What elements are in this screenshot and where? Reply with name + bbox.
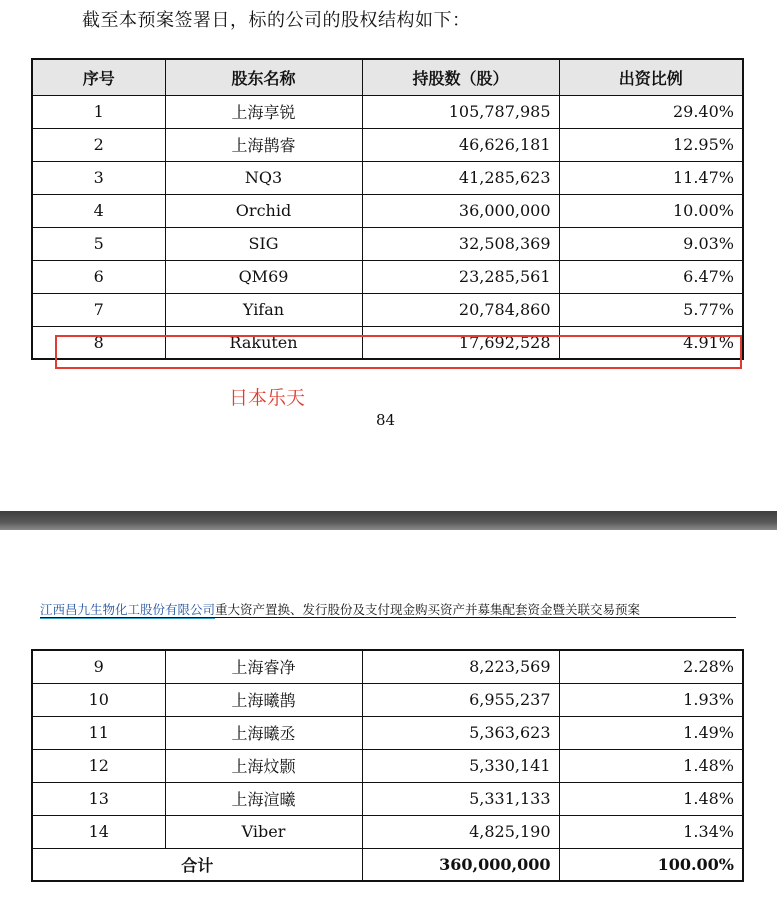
cell-shareholder-name: 上海曦鹊: [165, 683, 362, 716]
cell-contribution-ratio: 1.48%: [559, 749, 743, 782]
cell-shares-held: 5,330,141: [362, 749, 559, 782]
cell-contribution-ratio: 11.47%: [559, 161, 743, 194]
cell-contribution-ratio: 1.34%: [559, 815, 743, 848]
table-row: [32, 716, 743, 749]
running-header-title: 重大资产置换、发行股份及支付现金购买资产并募集配套资金暨关联交易预案: [215, 602, 641, 617]
running-header: [40, 600, 640, 618]
cell-serial-no: 9: [32, 650, 165, 683]
cell-contribution-ratio: 5.77%: [559, 293, 743, 326]
table-row: [32, 782, 743, 815]
total-label: 合计: [32, 848, 362, 881]
table-row: [32, 227, 743, 260]
cell-shares-held: 105,787,985: [362, 95, 559, 128]
cell-shareholder-name: Rakuten: [165, 326, 362, 359]
cell-contribution-ratio: 10.00%: [559, 194, 743, 227]
cell-shares-held: 46,626,181: [362, 128, 559, 161]
intro-text: 截至本预案签署日，标的公司的股权结构如下：: [82, 10, 471, 31]
cell-serial-no: 3: [32, 161, 165, 194]
cell-contribution-ratio: 2.28%: [559, 650, 743, 683]
cell-contribution-ratio: 12.95%: [559, 128, 743, 161]
cell-shareholder-name: SIG: [165, 227, 362, 260]
cell-shareholder-name: Yifan: [165, 293, 362, 326]
header-rule: [40, 617, 736, 618]
cell-contribution-ratio: 4.91%: [559, 326, 743, 359]
table-row: [32, 326, 743, 359]
header-serial-no: 序号: [32, 59, 165, 95]
table-row: [32, 749, 743, 782]
cell-shares-held: 5,363,623: [362, 716, 559, 749]
cell-shares-held: 32,508,369: [362, 227, 559, 260]
cell-serial-no: 6: [32, 260, 165, 293]
table-row: [32, 95, 743, 128]
table-header-row: [32, 59, 743, 95]
header-shares-held: 持股数（股）: [362, 59, 559, 95]
cell-serial-no: 8: [32, 326, 165, 359]
running-header-company: 江西昌九生物化工股份有限公司: [40, 602, 216, 617]
cell-serial-no: 1: [32, 95, 165, 128]
table-row: [32, 683, 743, 716]
cell-serial-no: 4: [32, 194, 165, 227]
cell-shares-held: 23,285,561: [362, 260, 559, 293]
table-row: [32, 260, 743, 293]
cell-serial-no: 7: [32, 293, 165, 326]
cell-shareholder-name: 上海渲曦: [165, 782, 362, 815]
table-row: [32, 815, 743, 848]
table-row: [32, 194, 743, 227]
rakuten-annotation: 日本乐天: [229, 387, 306, 409]
cell-shareholder-name: 上海享锐: [165, 95, 362, 128]
total-row: [32, 848, 743, 881]
cell-shareholder-name: QM69: [165, 260, 362, 293]
table-row: [32, 650, 743, 683]
cell-shares-held: 17,692,528: [362, 326, 559, 359]
cell-shareholder-name: 上海睿净: [165, 650, 362, 683]
table-row: [32, 293, 743, 326]
page-divider: [0, 511, 777, 530]
cell-shares-held: 36,000,000: [362, 194, 559, 227]
cell-serial-no: 14: [32, 815, 165, 848]
cell-shares-held: 8,223,569: [362, 650, 559, 683]
cell-shares-held: 6,955,237: [362, 683, 559, 716]
header-shareholder-name: 股东名称: [165, 59, 362, 95]
cell-serial-no: 13: [32, 782, 165, 815]
cell-contribution-ratio: 6.47%: [559, 260, 743, 293]
cell-shares-held: 4,825,190: [362, 815, 559, 848]
cell-shareholder-name: Orchid: [165, 194, 362, 227]
table-row: [32, 128, 743, 161]
total-shares: 360,000,000: [362, 848, 559, 881]
shareholding-table-continued: [31, 649, 744, 882]
header-contribution-ratio: 出资比例: [559, 59, 743, 95]
cell-shareholder-name: 上海曦丞: [165, 716, 362, 749]
cell-serial-no: 12: [32, 749, 165, 782]
cell-shareholder-name: 上海炆颢: [165, 749, 362, 782]
cell-contribution-ratio: 1.49%: [559, 716, 743, 749]
cell-shareholder-name: NQ3: [165, 161, 362, 194]
total-ratio: 100.00%: [559, 848, 743, 881]
cell-serial-no: 2: [32, 128, 165, 161]
cell-contribution-ratio: 29.40%: [559, 95, 743, 128]
page-number: 84: [376, 411, 396, 429]
cell-contribution-ratio: 1.93%: [559, 683, 743, 716]
cell-contribution-ratio: 9.03%: [559, 227, 743, 260]
cell-serial-no: 5: [32, 227, 165, 260]
shareholding-table: [31, 58, 744, 360]
cell-shareholder-name: 上海鹊睿: [165, 128, 362, 161]
cell-contribution-ratio: 1.48%: [559, 782, 743, 815]
cell-shareholder-name: Viber: [165, 815, 362, 848]
cell-serial-no: 11: [32, 716, 165, 749]
cell-shares-held: 5,331,133: [362, 782, 559, 815]
cell-serial-no: 10: [32, 683, 165, 716]
cell-shares-held: 41,285,623: [362, 161, 559, 194]
table-row: [32, 161, 743, 194]
cell-shares-held: 20,784,860: [362, 293, 559, 326]
